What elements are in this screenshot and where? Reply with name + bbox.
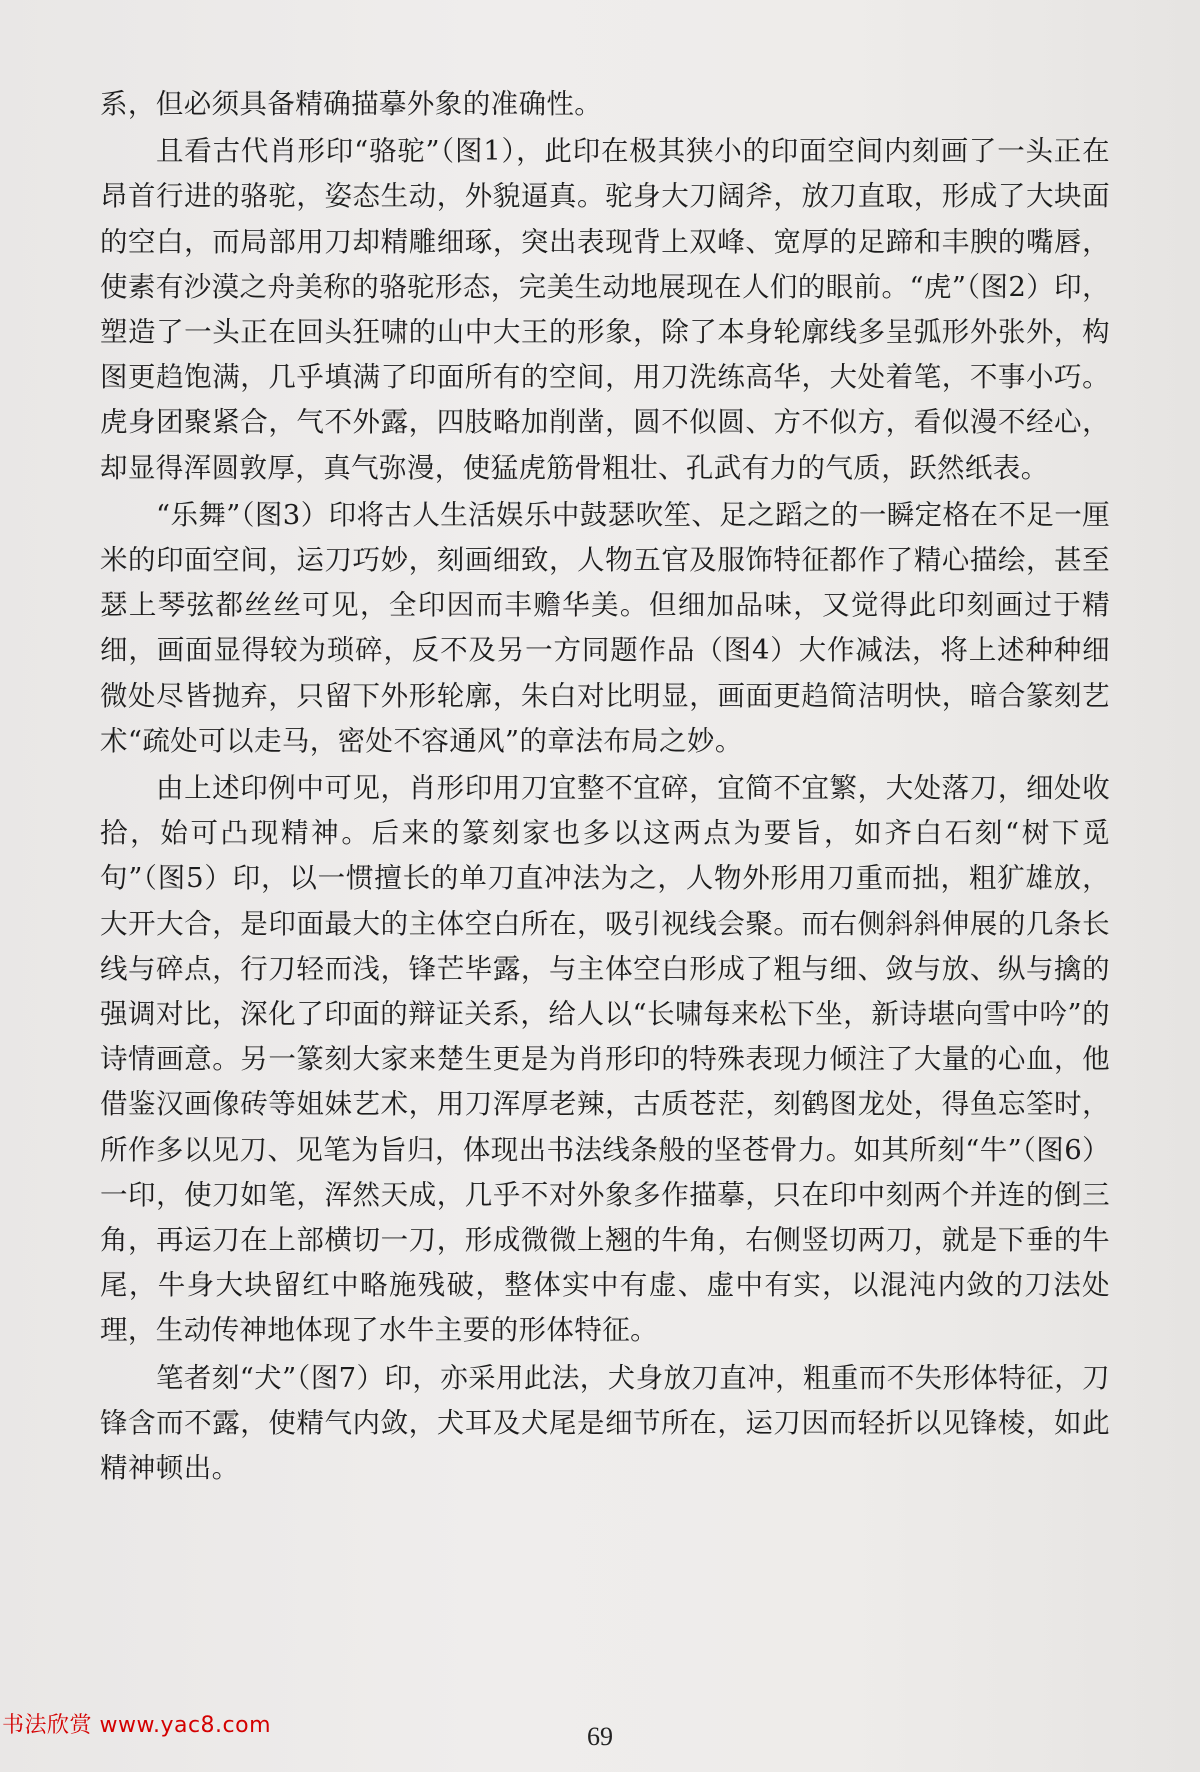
site-watermark: 书法欣赏 www.yac8.com xyxy=(2,1713,272,1738)
paragraph-5: 笔者刻“犬”（图7）印，亦采用此法，犬身放刀直冲，粗重而不失形体特征，刀锋含而不露，使精气内敛，犬耳及犬尾是细节所在，运刀因而轻折以见锋棱，如此精神顿出。 xyxy=(100,1361,1110,1485)
body-text xyxy=(100,82,1110,1491)
paragraph-3: “乐舞”（图3）印将古人生活娱乐中鼓瑟吹笙、足之蹈之的一瞬定格在不足一厘米的印面空间，运刀巧妙，刻画细致，人物五官及服饰特征都作了精心描绘，甚至瑟上琴弦都丝丝可见，全印因而丰赡华美。但细加品味，又觉得此印刻画过于精细，画面显得较为琐碎，反不及另一方同题作品（图4）大作减法，将上述种种细微处尽皆抛弃，只留下外形轮廓，朱白对比明显，画面更趋简洁明快，暗合篆刻艺术“疏处可以走马，密处不容通风”的章法布局之妙。 xyxy=(100,498,1110,757)
paragraph-1: 系，但必须具备精确描摹外象的准确性。 xyxy=(100,88,603,120)
page-number: 69 xyxy=(587,1722,613,1751)
paragraph-2: 且看古代肖形印“骆驼”（图1），此印在极其狭小的印面空间内刻画了一头正在昂首行进的骆驼，姿态生动，外貌逼真。驼身大刀阔斧，放刀直取，形成了大块面的空白，而局部用刀却精雕细琢，突出表现背上双峰、宽厚的足蹄和丰腴的嘴唇，使素有沙漠之舟美称的骆驼形态，完美生动地展现在人们的眼前。“虎”（图2）印，塑造了一头正在回头狂啸的山中大王的形象，除了本身轮廓线多呈弧形外张外，构图更趋饱满，几乎填满了印面所有的空间，用刀洗练高华，大处着笔，不事小巧。虎身团聚紧合，气不外露，四肢略加削凿，圆不似圆、方不似方，看似漫不经心，却显得浑圆敦厚，真气弥漫，使猛虎筋骨粗壮、孔武有力的气质，跃然纸表。 xyxy=(100,135,1110,484)
paragraph-4: 由上述印例中可见，肖形印用刀宜整不宜碎，宜简不宜繁，大处落刀，细处收拾，始可凸现精神。后来的篆刻家也多以这两点为要旨，如齐白石刻“树下觅句”（图5）印，以一惯擅长的单刀直冲法为之，人物外形用刀重而拙，粗犷雄放，大开大合，是印面最大的主体空白所在，吸引视线会聚。而右侧斜斜伸展的几条长线与碎点，行刀轻而浅，锋芒毕露，与主体空白形成了粗与细、敛与放、纵与擒的强调对比，深化了印面的辩证关系，给人以“长啸每来松下坐，新诗堪向雪中吟”的诗情画意。另一篆刻大家来楚生更是为肖形印的特殊表现力倾注了大量的心血，他借鉴汉画像砖等姐妹艺术，用刀浑厚老辣，古质苍茫，刻鹤图龙处，得鱼忘筌时，所作多以见刀、见笔为旨归，体现出书法线条般的坚苍骨力。如其所刻“牛”（图6）一印，使刀如笔，浑然天成，几乎不对外象多作描摹，只在印中刻两个并连的倒三角，再运刀在上部横切一刀，形成微微上翘的牛角，右侧竖切两刀，就是下垂的牛尾，牛身大块留红中略施残破，整体实中有虚、虚中有实，以混沌内敛的刀法处理，生动传神地体现了水牛主要的形体特征。 xyxy=(100,772,1110,1347)
